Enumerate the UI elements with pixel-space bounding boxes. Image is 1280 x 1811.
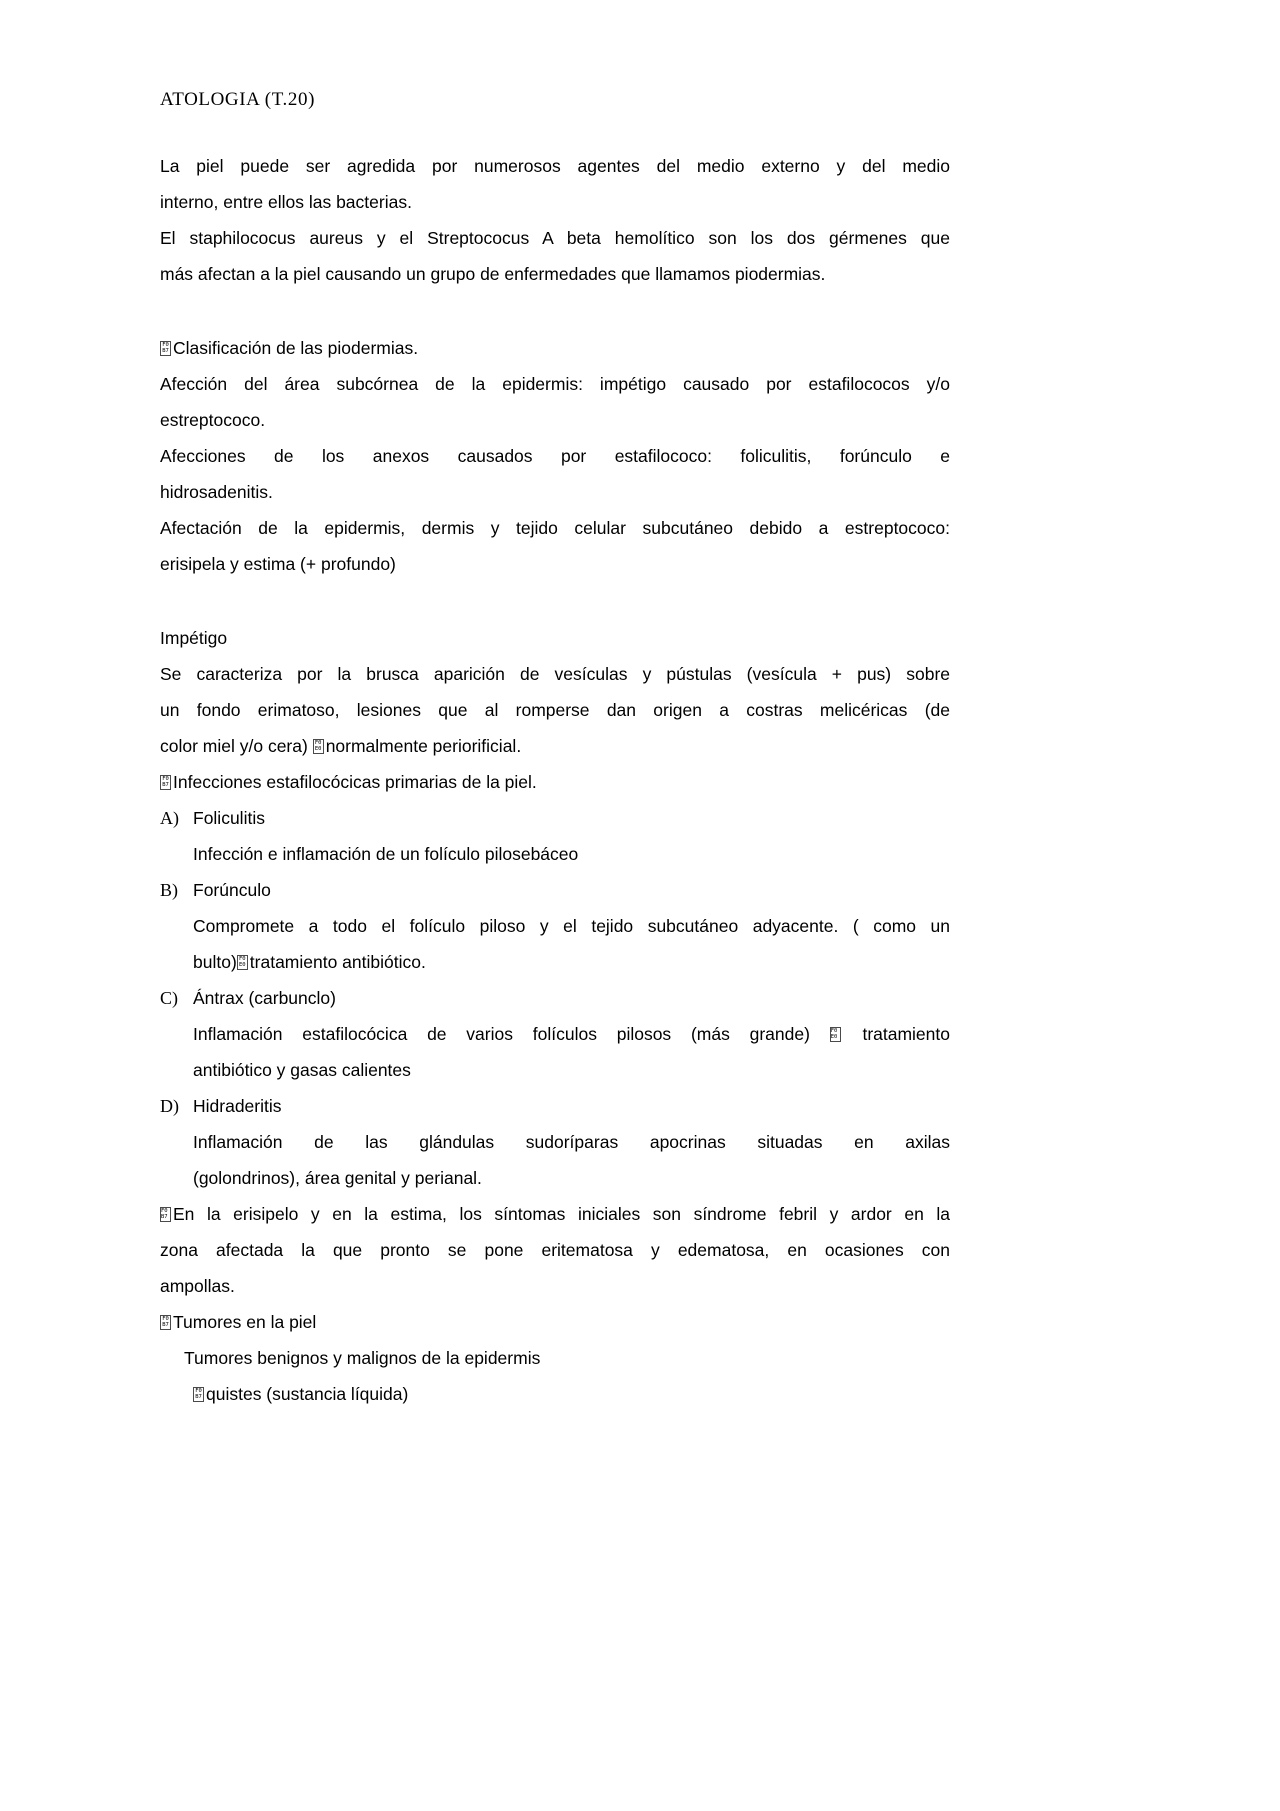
list-letter: B) xyxy=(160,880,178,900)
list-item-c-desc xyxy=(193,1016,950,1088)
text-line: erisipela y estima (+ profundo) xyxy=(160,554,396,574)
text-line: (golondrinos), área genital y perianal. xyxy=(193,1168,482,1188)
text-line: El staphilococus aureus y el Streptococus A beta hemolítico son los dos gérmenes que xyxy=(160,228,950,248)
text-line: estreptococo. xyxy=(160,410,266,430)
text-line: un fondo erimatoso, lesiones que al romperse dan origen a costras melicéricas (de xyxy=(160,700,950,720)
text-line: Se caracteriza por la brusca aparición de vesículas y pústulas (vesícula + pus) sobre xyxy=(160,664,950,684)
list-item-d-desc xyxy=(193,1124,950,1196)
text-line: Afección del área subcórnea de la epidermis: impétigo causado por estafilococos y/o xyxy=(160,374,950,394)
text-line: zona afectada la que pronto se pone eritematosa y edematosa, en ocasiones con xyxy=(160,1240,950,1260)
heading-clasificacion xyxy=(160,330,950,366)
text-line: F0 B7 En la erisipelo y en la estima, los síntomas iniciales son síndrome febril y ardor en la xyxy=(161,1204,950,1224)
para-afectacion xyxy=(160,510,950,582)
para-impetigo xyxy=(160,656,950,764)
document-page xyxy=(160,0,950,1412)
list-item-b-desc xyxy=(193,908,950,980)
para-afecciones xyxy=(160,438,950,510)
arrow-glyph-icon: F0 E0 xyxy=(830,1027,841,1042)
para-tumores-desc: Tumores benignos y malignos de la epidermis xyxy=(184,1348,541,1368)
heading-text: Tumores en la piel xyxy=(173,1312,317,1332)
text-line: Compromete a todo el folículo piloso y el tejido subcutáneo adyacente. ( como un xyxy=(193,916,950,936)
document-title: ATOLOGIA (T.20) xyxy=(160,89,315,110)
spacer xyxy=(160,292,950,330)
bullet-glyph-icon: F0 B7 xyxy=(160,1315,171,1330)
spacer xyxy=(160,118,950,148)
heading-impetigo: Impétigo xyxy=(160,628,228,648)
bullet-glyph-icon: F0 B7 xyxy=(193,1387,204,1402)
bullet-glyph-icon: F0 B7 xyxy=(160,1207,171,1222)
list-item-d xyxy=(160,1088,950,1124)
bullet-glyph-icon: F0 B7 xyxy=(160,341,171,356)
arrow-glyph-icon: F0 E0 xyxy=(237,955,248,970)
text-line: Inflamación estafilocócica de varios folículos pilosos (más grande) F0 E0 tratamiento xyxy=(193,1024,950,1044)
text-line: antibiótico y gasas calientes xyxy=(193,1060,411,1080)
text-line: Inflamación de las glándulas sudoríparas apocrinas situadas en axilas xyxy=(193,1132,950,1152)
list-item-a-desc: Infección e inflamación de un folículo pilosebáceo xyxy=(193,844,579,864)
list-letter: A) xyxy=(160,808,179,828)
arrow-glyph-icon: F0 E0 xyxy=(313,739,324,754)
para-erisipelo xyxy=(160,1196,950,1304)
bullet-glyph-icon: F0 B7 xyxy=(160,775,171,790)
list-letter: C) xyxy=(160,988,178,1008)
list-item-a xyxy=(160,800,950,836)
para-intro-2 xyxy=(160,220,950,292)
heading-text: Infecciones estafilocócicas primarias de la piel. xyxy=(173,772,537,792)
spacer xyxy=(160,582,950,620)
text-line: interno, entre ellos las bacterias. xyxy=(160,192,412,212)
list-item-title: Hidraderitis xyxy=(193,1096,282,1116)
text-line: Afectación de la epidermis, dermis y tejido celular subcutáneo debido a estreptococo: xyxy=(160,518,950,538)
para-quistes: F0 B7 quistes (sustancia líquida) xyxy=(193,1376,950,1412)
text-line: La piel puede ser agredida por numerosos agentes del medio externo y del medio xyxy=(160,156,950,176)
list-item-title: Ántrax (carbunclo) xyxy=(193,988,336,1008)
text-line: Afecciones de los anexos causados por estafilococo: foliculitis, forúnculo e xyxy=(160,446,950,466)
text-line: más afectan a la piel causando un grupo de enfermedades que llamamos piodermias. xyxy=(160,264,826,284)
text-line: color miel y/o cera) F0 E0 normalmente periorificial. xyxy=(160,736,522,756)
list-item-c xyxy=(160,980,950,1016)
heading-tumores xyxy=(160,1304,950,1340)
list-item-b xyxy=(160,872,950,908)
text-line: hidrosadenitis. xyxy=(160,482,273,502)
list-letter: D) xyxy=(160,1096,179,1116)
para-intro-1 xyxy=(160,148,950,220)
list-item-title: Forúnculo xyxy=(193,880,271,900)
para-afeccion xyxy=(160,366,950,438)
heading-infecciones xyxy=(160,764,950,800)
heading-text: Clasificación de las piodermias. xyxy=(173,338,419,358)
text-line: ampollas. xyxy=(160,1276,235,1296)
list-item-title: Foliculitis xyxy=(193,808,265,828)
text-line: bulto) F0 E0 tratamiento antibiótico. xyxy=(193,952,426,972)
